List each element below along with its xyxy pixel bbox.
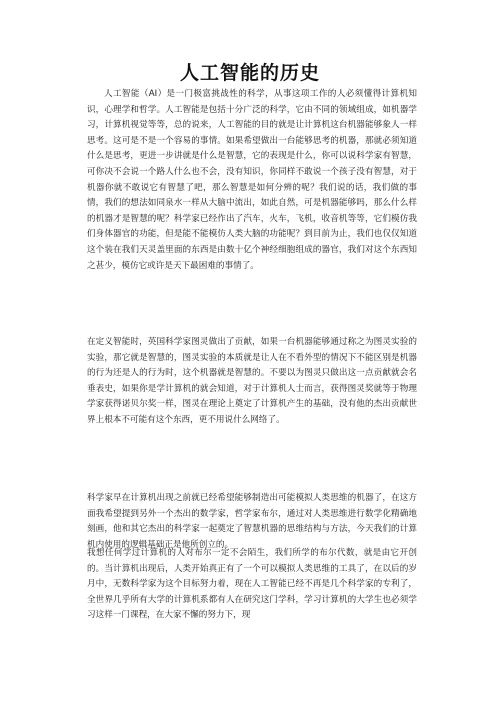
paragraph-turing: 在定义智能时，英国科学家图灵做出了贡献，如果一台机器能够通过称之为图灵实验的实验，那它就是智慧的，图灵实验的本质就是让人在不看外型的情况下不能区别是机器的行为还是人的行为时，这个机器就是智慧的。不要以为图灵只做出这一点贡献就会名垂表史，如果你是学计算机的就会知道，对于计算机人士而言，获得图灵奖就等于物理学家获得诺贝尔奖一样，图灵在理论上奠定了计算机产生的基础，没有他的杰出贡献世界上根本不可能有这个东西，更不用说什么网络了。 [87, 337, 417, 425]
paragraph-boole: 科学家早在计算机出现之前就已经希望能够制造出可能模拟人类思维的机器了，在这方面我希望提到另外一个杰出的数学家，哲学家布尔，通过对人类思维进行数学化精确地刻画，他和其它杰出的科学家一起奠定了智慧机器的思维结构与方法，今天我们的计算机内使用的逻辑基础正是他所创立的。 [87, 493, 417, 550]
document-title: 人工智能的历史 [179, 62, 320, 84]
paragraph-computers: 我想任何学过计算机的人对布尔一定不会陌生，我们所学的布尔代数，就是由它开创的。当计算机出现后，人类开始真正有了一个可以模拟人类思维的工具了，在以后的岁月中，无数科学家为这个目标努力着，现在人工智能已经不再是几个科学家的专利了，全世界几乎所有大学的计算机系都有人在研究这门学科，学习计算机的大学生也必须学习这样一门课程，在大家不懈的努力下，现 [87, 548, 417, 621]
paragraph-intro: 人工智能（AI）是一门极富挑战性的科学，从事这项工作的人必须懂得计算机知识，心理学和哲学。人工智能是包括十分广泛的科学，它由不同的领域组成，如机器学习，计算机视觉等等，总的说来，人工智能的目的就是让计算机这台机器能够象人一样思考。这可是不是一个容易的事情。如果希望做出一台能够思考的机器，那就必须知道什么是思考，更进一步讲就是什么是智慧，它的表现是什么，你可以说科学家有智慧，可你决不会说一个路人什么也不会，没有知识，你同样不敢说一个孩子没有智慧，对于机器你就不敢说它有智慧了吧，那么智慧是如何分辨的呢？我们说的话，我们做的事情，我们的想法如同泉水一样从大脑中流出，如此自然，可是机器能够吗，那么什么样的机器才是智慧的呢？科学家已经作出了汽车，火车，飞机，收音机等等，它们模仿我们身体器官的功能，但是能不能模仿人类大脑的功能呢？到目前为止，我们也仅仅知道这个装在我们天灵盖里面的东西是由数十亿个神经细胞组成的器官，我们对这个东西知之甚少，模仿它或许是天下最困难的事情了。 [87, 89, 417, 271]
